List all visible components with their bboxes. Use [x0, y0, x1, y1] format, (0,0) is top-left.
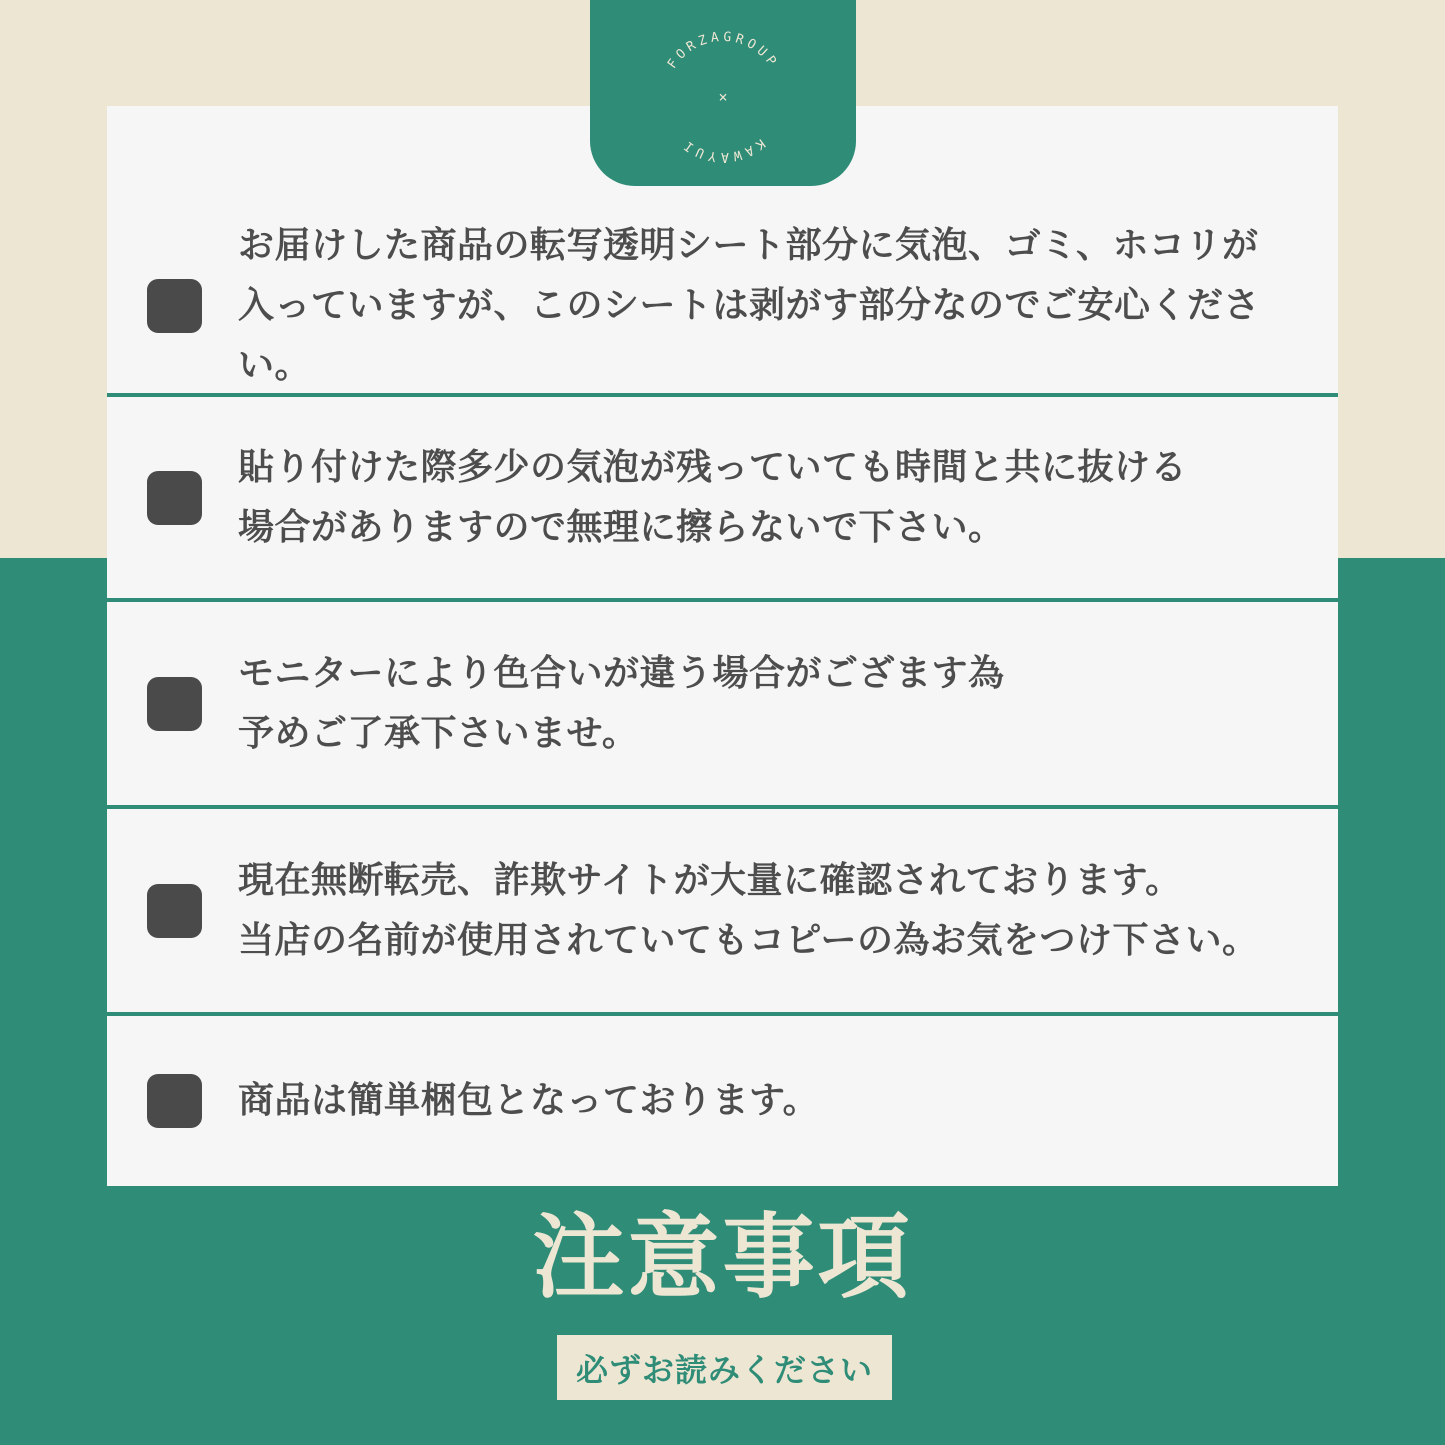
checkbox-square-icon: [147, 677, 202, 731]
notice-row-5: [107, 1012, 1338, 1186]
notice-text: [238, 851, 1259, 971]
notice-line: モニターにより色合いが違う場合がござます為: [238, 652, 1005, 694]
notice-row-2: [107, 393, 1338, 598]
svg-text:FORZAGROUP: [665, 30, 781, 72]
notice-row-3: [107, 598, 1338, 805]
footer-title: 注意事項: [532, 1204, 913, 1311]
notice-text: [238, 438, 1187, 558]
notice-text: [238, 216, 1308, 396]
read-me-label-text: 必ずお読みください: [575, 1350, 873, 1389]
notice-line: 商品は簡単梱包となっております。: [238, 1080, 820, 1121]
svg-text:KAWAYUI: [679, 135, 768, 164]
brand-arc-top-text: FORZAGROUP: [664, 29, 782, 72]
notice-line: 場合がありますので無理に擦らないで下さい。: [238, 506, 1005, 548]
notice-line: お届けした商品の転写透明シート部分に気泡、ゴミ、ホコリが: [238, 224, 1259, 266]
brand-circle-logo: [590, 0, 856, 186]
brand-badge: [590, 0, 856, 186]
checkbox-square-icon: [147, 1074, 202, 1128]
notice-line: 入っていますが、このシートは剥がす部分なのでご安心ください。: [238, 284, 1261, 386]
notice-row-4: [107, 805, 1338, 1012]
brand-cross-icon: ×: [718, 88, 728, 106]
notice-line: 予めご了承下さいませ。: [238, 712, 639, 754]
checkbox-square-icon: [147, 884, 202, 938]
notice-text: [238, 1071, 819, 1131]
read-me-label: [557, 1335, 892, 1400]
notice-line: 貼り付けた際多少の気泡が残っていても時間と共に抜ける: [238, 446, 1188, 488]
notice-text: [238, 644, 1005, 764]
notice-panel: [107, 106, 1338, 1186]
notice-line: 現在無断転売、詐欺サイトが大量に確認されております。: [238, 859, 1182, 901]
brand-arc-bottom-text: KAWAYUI: [678, 135, 768, 164]
notice-line: 当店の名前が使用されていてもコピーの為お気をつけ下さい。: [238, 919, 1259, 961]
checkbox-square-icon: [147, 471, 202, 525]
checkbox-square-icon: [147, 279, 202, 333]
